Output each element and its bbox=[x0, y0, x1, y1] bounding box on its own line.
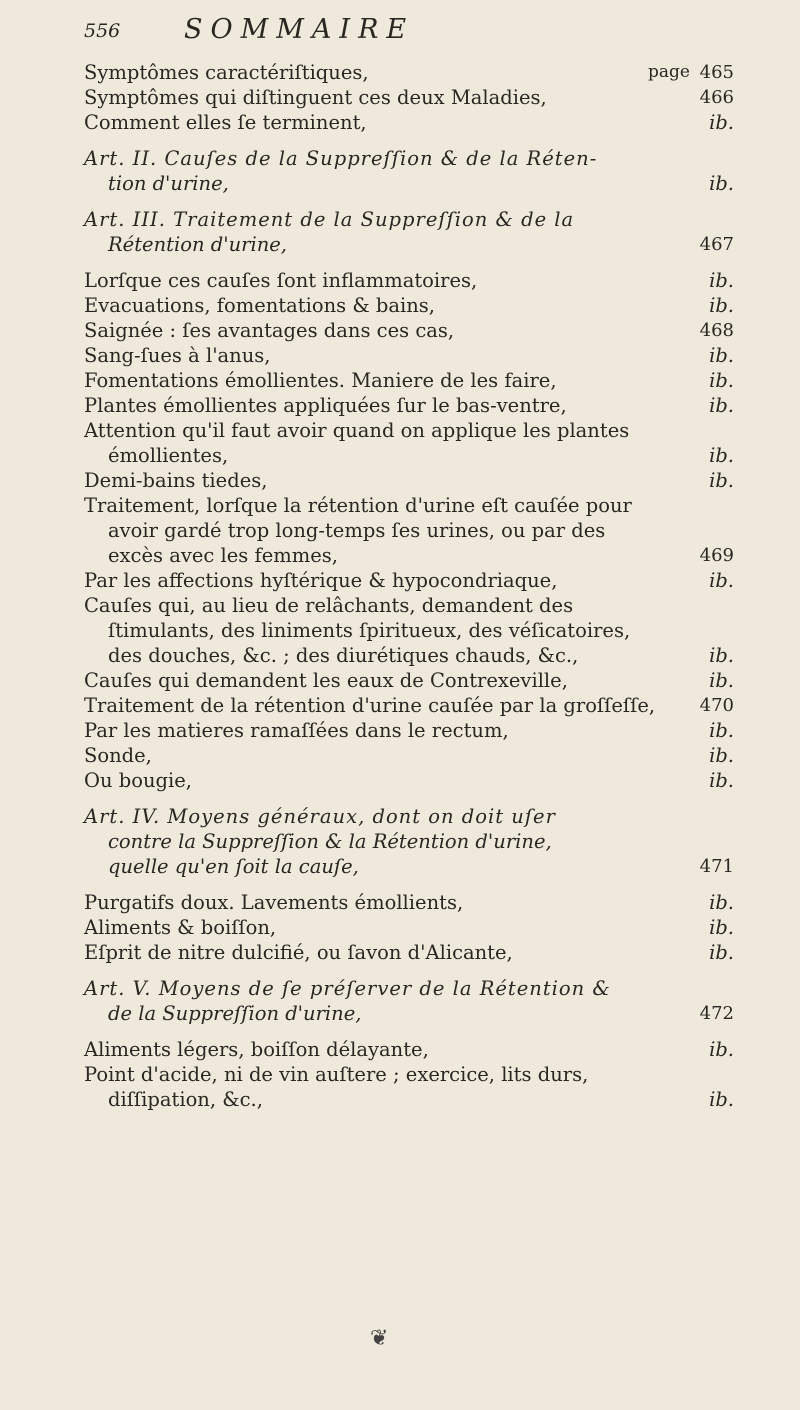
toc-entry: des douches, &c. ; des diurétiques chauds, &c., ib. bbox=[108, 644, 734, 667]
article-heading: Art. V. Moyens de ſe préſerver de la Rétention & bbox=[84, 977, 611, 1000]
toc-page: ib. bbox=[709, 891, 734, 914]
toc-page: ib. bbox=[709, 941, 734, 964]
toc-entry: Lorſque ces cauſes ſont inflammatoires, ib. bbox=[84, 269, 734, 292]
toc-entry: Par les affections hyſtérique & hypocondriaque, ib. bbox=[84, 569, 734, 592]
toc-entry: avoir gardé trop long-temps ſes urines, ou par des bbox=[108, 519, 606, 542]
toc-page: 472 bbox=[699, 1003, 734, 1024]
toc-page: ib. bbox=[709, 444, 734, 467]
article-heading: Art. II. Cauſes de la Suppreſſion & de la Réten- bbox=[84, 147, 598, 170]
table-of-contents bbox=[84, 60, 734, 1112]
toc-entry: Cauſes qui demandent les eaux de Contrexeville, ib. bbox=[84, 669, 734, 692]
toc-entry: Sonde, ib. bbox=[84, 744, 734, 767]
toc-entry: Sang-ſues à l'anus, ib. bbox=[84, 344, 734, 367]
toc-entry: Plantes émollientes appliquées ſur le bas-ventre, ib. bbox=[84, 394, 734, 417]
toc-page: 470 bbox=[699, 695, 734, 716]
toc-page: ib. bbox=[709, 644, 734, 667]
toc-page: ib. bbox=[709, 111, 734, 134]
toc-entry: Evacuations, fomentations & bains, ib. bbox=[84, 294, 734, 317]
toc-page: ib. bbox=[709, 1038, 734, 1061]
toc-page: ib. bbox=[709, 719, 734, 742]
page-label: page bbox=[648, 62, 690, 82]
page-number: 556 bbox=[84, 20, 121, 42]
toc-page: 467 bbox=[699, 234, 734, 255]
toc-entry: excès avec les femmes, 469 bbox=[108, 544, 734, 567]
toc-page: 471 bbox=[699, 856, 734, 877]
toc-entry: ſtimulants, des liniments ſpiritueux, des véſicatoires, bbox=[108, 619, 631, 642]
toc-page: ib. bbox=[709, 744, 734, 767]
toc-page: ib. bbox=[709, 569, 734, 592]
toc-entry: Saignée : ſes avantages dans ces cas, 468 bbox=[84, 319, 734, 342]
toc-entry: Comment elles ſe terminent, ib. bbox=[84, 111, 734, 134]
article-heading: Art. III. Traitement de la Suppreſſion & de la bbox=[84, 208, 575, 231]
toc-page: ib. bbox=[709, 269, 734, 292]
toc-page: ib. bbox=[709, 172, 734, 195]
toc-entry: Attention qu'il faut avoir quand on applique les plantes bbox=[84, 419, 630, 442]
toc-entry: Aliments légers, boiſſon délayante, ib. bbox=[84, 1038, 734, 1061]
toc-entry: Aliments & boiſſon, ib. bbox=[84, 916, 734, 939]
toc-page: ib. bbox=[709, 344, 734, 367]
toc-entry: Eſprit de nitre dulcifié, ou ſavon d'Alicante, ib. bbox=[84, 941, 734, 964]
toc-entry: quelle qu'en ſoit la cauſe, 471 bbox=[108, 855, 734, 878]
toc-page: 468 bbox=[699, 320, 734, 341]
toc-page: 466 bbox=[699, 87, 734, 108]
toc-entry: contre la Suppreſſion & la Rétention d'urine, bbox=[108, 830, 552, 853]
toc-entry: Traitement, lorſque la rétention d'urine eſt cauſée pour bbox=[84, 494, 632, 517]
toc-page: ib. bbox=[709, 769, 734, 792]
toc-entry: tion d'urine, ib. bbox=[108, 172, 734, 195]
running-header bbox=[84, 12, 704, 52]
toc-entry: Cauſes qui, au lieu de relâchants, demandent des bbox=[84, 594, 574, 617]
toc-entry: Symptômes qui diſtinguent ces deux Maladies, 466 bbox=[84, 86, 734, 109]
toc-page: ib. bbox=[709, 1088, 734, 1111]
toc-entry: Symptômes caractériſtiques, page 465 bbox=[84, 61, 734, 84]
toc-page: ib. bbox=[709, 394, 734, 417]
toc-entry: Rétention d'urine, 467 bbox=[108, 233, 734, 256]
toc-entry: Fomentations émollientes. Maniere de les faire, ib. bbox=[84, 369, 734, 392]
toc-entry: de la Suppreſſion d'urine, 472 bbox=[108, 1002, 734, 1025]
ornament-icon: ❦ bbox=[370, 1326, 389, 1351]
toc-page: ib. bbox=[709, 294, 734, 317]
toc-page: 465 bbox=[699, 62, 734, 83]
toc-entry: Demi-bains tiedes, ib. bbox=[84, 469, 734, 492]
toc-page: ib. bbox=[709, 669, 734, 692]
toc-page: ib. bbox=[709, 916, 734, 939]
toc-entry: émollientes, ib. bbox=[108, 444, 734, 467]
toc-page: ib. bbox=[709, 469, 734, 492]
toc-entry: Purgatifs doux. Lavements émollients, ib. bbox=[84, 891, 734, 914]
toc-entry: Point d'acide, ni de vin auſtere ; exercice, lits durs, bbox=[84, 1063, 589, 1086]
article-heading: Art. IV. Moyens généraux, dont on doit uſer bbox=[84, 805, 556, 828]
toc-entry: diſſipation, &c., ib. bbox=[108, 1088, 734, 1111]
toc-page: 469 bbox=[699, 545, 734, 566]
toc-page: ib. bbox=[709, 369, 734, 392]
toc-entry: Traitement de la rétention d'urine cauſée par la groſſeſſe, 470 bbox=[84, 694, 734, 717]
toc-entry: Ou bougie, ib. bbox=[84, 769, 734, 792]
page-title: SOMMAIRE bbox=[184, 14, 415, 45]
toc-entry: Par les matieres ramaſſées dans le rectum, ib. bbox=[84, 719, 734, 742]
